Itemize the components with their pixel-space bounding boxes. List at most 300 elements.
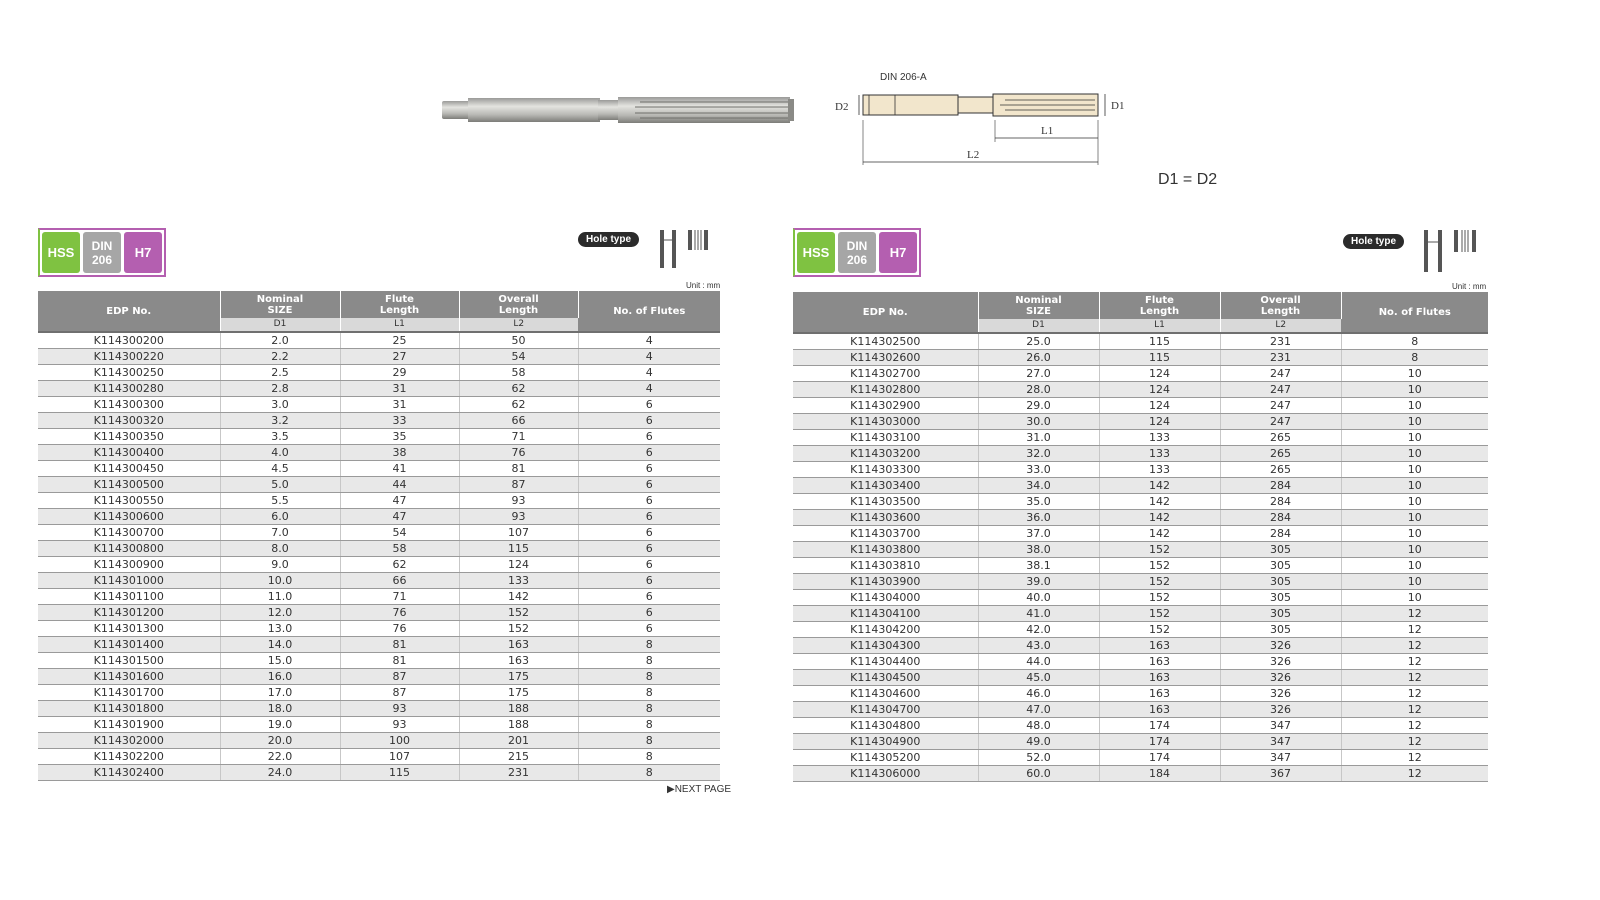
flute-length-cell: 100 [340, 733, 459, 749]
flutes-count-cell: 10 [1341, 414, 1488, 430]
edp-cell: K114304900 [793, 734, 978, 750]
flutes-count-cell: 8 [1341, 350, 1488, 366]
header-overall-2: Length [1260, 305, 1301, 317]
table-row [38, 349, 720, 365]
nominal-size-cell: 7.0 [220, 525, 340, 541]
flutes-count-cell: 6 [578, 493, 720, 509]
overall-length-cell: 93 [459, 493, 578, 509]
nominal-size-cell: 30.0 [978, 414, 1099, 430]
table-row [38, 541, 720, 557]
flutes-count-cell: 12 [1341, 606, 1488, 622]
flutes-count-cell: 10 [1341, 494, 1488, 510]
table-row [793, 622, 1488, 638]
overall-length-cell: 305 [1220, 590, 1341, 606]
nominal-size-cell: 44.0 [978, 654, 1099, 670]
flutes-count-cell: 6 [578, 429, 720, 445]
nominal-size-cell: 3.0 [220, 397, 340, 413]
nominal-size-cell: 52.0 [978, 750, 1099, 766]
d1-equals-d2-formula: D1 = D2 [1158, 171, 1218, 188]
overall-length-cell: 231 [1220, 333, 1341, 350]
edp-cell: K114301300 [38, 621, 220, 637]
nominal-size-cell: 12.0 [220, 605, 340, 621]
edp-cell: K114304800 [793, 718, 978, 734]
overall-length-cell: 326 [1220, 686, 1341, 702]
flutes-count-cell: 4 [578, 381, 720, 397]
flutes-count-cell: 12 [1341, 750, 1488, 766]
flute-length-cell: 163 [1099, 638, 1220, 654]
flute-length-cell: 66 [340, 573, 459, 589]
flutes-count-cell: 6 [578, 397, 720, 413]
flute-length-cell: 81 [340, 653, 459, 669]
din-badge [838, 232, 876, 273]
overall-length-cell: 115 [459, 541, 578, 557]
overall-length-cell: 76 [459, 445, 578, 461]
nominal-size-cell: 41.0 [978, 606, 1099, 622]
overall-length-cell: 265 [1220, 462, 1341, 478]
flutes-count-cell: 6 [578, 621, 720, 637]
edp-cell: K114301200 [38, 605, 220, 621]
nominal-size-cell: 11.0 [220, 589, 340, 605]
edp-cell: K114303500 [793, 494, 978, 510]
flutes-count-cell: 6 [578, 605, 720, 621]
flutes-count-cell: 10 [1341, 542, 1488, 558]
nominal-size-cell: 29.0 [978, 398, 1099, 414]
table-row [793, 430, 1488, 446]
overall-length-cell: 326 [1220, 702, 1341, 718]
header-flutes: No. of Flutes [1341, 292, 1488, 333]
table-row [793, 542, 1488, 558]
table-row [793, 333, 1488, 350]
flutes-count-cell: 12 [1341, 654, 1488, 670]
flute-length-cell: 62 [340, 557, 459, 573]
flute-length-cell: 184 [1099, 766, 1220, 782]
header-nominal-1: Nominal [256, 293, 304, 305]
nominal-size-cell: 19.0 [220, 717, 340, 733]
flutes-count-cell: 4 [578, 349, 720, 365]
edp-cell: K114300350 [38, 429, 220, 445]
flutes-count-cell: 12 [1341, 638, 1488, 654]
overall-length-cell: 201 [459, 733, 578, 749]
overall-length-cell: 124 [459, 557, 578, 573]
table-row [38, 557, 720, 573]
nominal-size-cell: 40.0 [978, 590, 1099, 606]
nominal-size-cell: 15.0 [220, 653, 340, 669]
edp-cell: K114303200 [793, 446, 978, 462]
hss-badge: HSS [797, 232, 835, 273]
header-nominal-1: Nominal [1015, 294, 1062, 306]
nominal-size-cell: 2.2 [220, 349, 340, 365]
flute-length-cell: 163 [1099, 702, 1220, 718]
flutes-count-cell: 12 [1341, 686, 1488, 702]
edp-cell: K114301700 [38, 685, 220, 701]
next-page-label: NEXT PAGE [674, 784, 732, 795]
table-row [793, 702, 1488, 718]
nominal-size-cell: 20.0 [220, 733, 340, 749]
flutes-count-cell: 12 [1341, 718, 1488, 734]
flutes-count-cell: 10 [1341, 510, 1488, 526]
table-row [793, 558, 1488, 574]
flute-length-cell: 33 [340, 413, 459, 429]
edp-cell: K114303900 [793, 574, 978, 590]
table-row [38, 509, 720, 525]
flute-length-cell: 163 [1099, 686, 1220, 702]
table-row [793, 446, 1488, 462]
overall-length-cell: 71 [459, 429, 578, 445]
flutes-count-cell: 8 [578, 701, 720, 717]
flutes-count-cell: 6 [578, 413, 720, 429]
flutes-count-cell: 8 [578, 749, 720, 765]
dimension-drawing [835, 70, 1155, 185]
header-l2: L2 [1220, 319, 1341, 333]
table-row [793, 494, 1488, 510]
edp-cell: K114301000 [38, 573, 220, 589]
hole-type-icons [658, 228, 710, 270]
table-row [38, 685, 720, 701]
nominal-size-cell: 17.0 [220, 685, 340, 701]
flutes-count-cell: 4 [578, 365, 720, 381]
nominal-size-cell: 38.1 [978, 558, 1099, 574]
edp-cell: K114300700 [38, 525, 220, 541]
flutes-count-cell: 8 [578, 717, 720, 733]
flute-length-cell: 142 [1099, 510, 1220, 526]
table-row [38, 589, 720, 605]
edp-cell: K114301500 [38, 653, 220, 669]
reamer-photo [440, 90, 800, 130]
flute-length-cell: 27 [340, 349, 459, 365]
table-row [793, 574, 1488, 590]
nominal-size-cell: 48.0 [978, 718, 1099, 734]
flute-length-cell: 31 [340, 397, 459, 413]
flutes-count-cell: 6 [578, 573, 720, 589]
spec-badges-right [793, 228, 921, 277]
edp-cell: K114302800 [793, 382, 978, 398]
header-nominal-2: SIZE [267, 304, 293, 316]
nominal-size-cell: 27.0 [978, 366, 1099, 382]
nominal-size-cell: 43.0 [978, 638, 1099, 654]
header-flute [1099, 292, 1220, 319]
overall-length-cell: 152 [459, 621, 578, 637]
overall-length-cell: 367 [1220, 766, 1341, 782]
edp-cell: K114300280 [38, 381, 220, 397]
l2-label: L2 [967, 149, 980, 161]
edp-cell: K114301600 [38, 669, 220, 685]
nominal-size-cell: 3.5 [220, 429, 340, 445]
table-row [38, 669, 720, 685]
nominal-size-cell: 37.0 [978, 526, 1099, 542]
edp-cell: K114301900 [38, 717, 220, 733]
table-row [38, 749, 720, 765]
flutes-count-cell: 10 [1341, 366, 1488, 382]
overall-length-cell: 142 [459, 589, 578, 605]
flutes-count-cell: 6 [578, 541, 720, 557]
hole-type-icons [1422, 228, 1478, 274]
flute-length-cell: 152 [1099, 574, 1220, 590]
edp-cell: K114303800 [793, 542, 978, 558]
table-row [793, 414, 1488, 430]
table-row [793, 590, 1488, 606]
edp-cell: K114303100 [793, 430, 978, 446]
flute-length-cell: 38 [340, 445, 459, 461]
flutes-count-cell: 12 [1341, 670, 1488, 686]
nominal-size-cell: 42.0 [978, 622, 1099, 638]
flutes-count-cell: 6 [578, 461, 720, 477]
table-row [38, 573, 720, 589]
din-badge-top: DIN [846, 238, 868, 253]
flutes-count-cell: 6 [578, 445, 720, 461]
flutes-count-cell: 8 [578, 653, 720, 669]
overall-length-cell: 58 [459, 365, 578, 381]
nominal-size-cell: 2.8 [220, 381, 340, 397]
flutes-count-cell: 8 [578, 669, 720, 685]
table-row [793, 766, 1488, 782]
header-d1: D1 [978, 319, 1099, 333]
overall-length-cell: 87 [459, 477, 578, 493]
table-row [793, 654, 1488, 670]
din-badge-top: DIN [91, 238, 113, 253]
next-page-link[interactable] [667, 784, 731, 795]
edp-cell: K114304400 [793, 654, 978, 670]
overall-length-cell: 93 [459, 509, 578, 525]
flute-length-cell: 29 [340, 365, 459, 381]
play-arrow-icon: ▶ [667, 784, 675, 795]
flute-length-cell: 71 [340, 589, 459, 605]
flutes-count-cell: 6 [578, 477, 720, 493]
table-row [38, 525, 720, 541]
nominal-size-cell: 3.2 [220, 413, 340, 429]
edp-cell: K114301400 [38, 637, 220, 653]
flutes-count-cell: 8 [578, 685, 720, 701]
edp-cell: K114300320 [38, 413, 220, 429]
overall-length-cell: 305 [1220, 622, 1341, 638]
flutes-count-cell: 8 [578, 733, 720, 749]
hole-type-label: Hole type [578, 232, 639, 247]
table-row [793, 398, 1488, 414]
nominal-size-cell: 32.0 [978, 446, 1099, 462]
table-row [38, 701, 720, 717]
flute-length-cell: 124 [1099, 414, 1220, 430]
flute-length-cell: 124 [1099, 366, 1220, 382]
flutes-count-cell: 6 [578, 509, 720, 525]
flutes-count-cell: 6 [578, 525, 720, 541]
flute-length-cell: 142 [1099, 478, 1220, 494]
h7-badge: H7 [124, 232, 162, 273]
table-row [38, 397, 720, 413]
overall-length-cell: 247 [1220, 414, 1341, 430]
nominal-size-cell: 4.5 [220, 461, 340, 477]
flute-length-cell: 93 [340, 701, 459, 717]
flutes-count-cell: 10 [1341, 430, 1488, 446]
nominal-size-cell: 49.0 [978, 734, 1099, 750]
header-overall [459, 291, 578, 318]
edp-cell: K114303400 [793, 478, 978, 494]
edp-cell: K114302600 [793, 350, 978, 366]
table-row [793, 638, 1488, 654]
flutes-count-cell: 10 [1341, 558, 1488, 574]
header-edp: EDP No. [793, 292, 978, 333]
nominal-size-cell: 36.0 [978, 510, 1099, 526]
flutes-count-cell: 4 [578, 332, 720, 349]
table-row [793, 526, 1488, 542]
nominal-size-cell: 38.0 [978, 542, 1099, 558]
nominal-size-cell: 6.0 [220, 509, 340, 525]
hole-type-label: Hole type [1343, 234, 1404, 249]
flute-length-cell: 133 [1099, 430, 1220, 446]
overall-length-cell: 265 [1220, 446, 1341, 462]
flutes-count-cell: 10 [1341, 382, 1488, 398]
overall-length-cell: 347 [1220, 750, 1341, 766]
flute-length-cell: 25 [340, 332, 459, 349]
header-edp: EDP No. [38, 291, 220, 332]
overall-length-cell: 247 [1220, 382, 1341, 398]
table-row [38, 653, 720, 669]
flute-length-cell: 76 [340, 605, 459, 621]
flute-length-cell: 115 [1099, 350, 1220, 366]
nominal-size-cell: 45.0 [978, 670, 1099, 686]
edp-cell: K114300400 [38, 445, 220, 461]
flute-length-cell: 107 [340, 749, 459, 765]
flute-length-cell: 133 [1099, 446, 1220, 462]
nominal-size-cell: 22.0 [220, 749, 340, 765]
table-row [793, 350, 1488, 366]
nominal-size-cell: 39.0 [978, 574, 1099, 590]
flute-length-cell: 174 [1099, 734, 1220, 750]
flute-length-cell: 47 [340, 509, 459, 525]
table-row [793, 750, 1488, 766]
overall-length-cell: 215 [459, 749, 578, 765]
edp-cell: K114306000 [793, 766, 978, 782]
spec-badges-left [38, 228, 166, 277]
flutes-count-cell: 6 [578, 557, 720, 573]
flute-length-cell: 41 [340, 461, 459, 477]
flute-length-cell: 124 [1099, 382, 1220, 398]
overall-length-cell: 133 [459, 573, 578, 589]
table-row [38, 413, 720, 429]
flute-length-cell: 152 [1099, 622, 1220, 638]
overall-length-cell: 265 [1220, 430, 1341, 446]
table-row [793, 478, 1488, 494]
overall-length-cell: 284 [1220, 526, 1341, 542]
edp-cell: K114300450 [38, 461, 220, 477]
table-row [38, 493, 720, 509]
table-row [38, 332, 720, 349]
table-row [38, 445, 720, 461]
nominal-size-cell: 24.0 [220, 765, 340, 781]
table-row [38, 765, 720, 781]
flute-length-cell: 58 [340, 541, 459, 557]
overall-length-cell: 284 [1220, 494, 1341, 510]
flute-length-cell: 76 [340, 621, 459, 637]
flute-length-cell: 163 [1099, 654, 1220, 670]
flutes-count-cell: 10 [1341, 590, 1488, 606]
flutes-count-cell: 10 [1341, 398, 1488, 414]
overall-length-cell: 175 [459, 685, 578, 701]
spec-table-right [793, 292, 1488, 782]
table-row [38, 381, 720, 397]
nominal-size-cell: 4.0 [220, 445, 340, 461]
table-row [793, 718, 1488, 734]
header-flute [340, 291, 459, 318]
header-flute-1: Flute [385, 293, 414, 305]
header-overall [1220, 292, 1341, 319]
header-overall-1: Overall [498, 293, 539, 305]
nominal-size-cell: 10.0 [220, 573, 340, 589]
flutes-count-cell: 10 [1341, 478, 1488, 494]
edp-cell: K114300800 [38, 541, 220, 557]
overall-length-cell: 66 [459, 413, 578, 429]
edp-cell: K114304100 [793, 606, 978, 622]
edp-cell: K114301800 [38, 701, 220, 717]
nominal-size-cell: 13.0 [220, 621, 340, 637]
edp-cell: K114300250 [38, 365, 220, 381]
nominal-size-cell: 2.5 [220, 365, 340, 381]
table-row [38, 621, 720, 637]
table-row [793, 382, 1488, 398]
h7-badge: H7 [879, 232, 917, 273]
edp-cell: K114302200 [38, 749, 220, 765]
flute-length-cell: 47 [340, 493, 459, 509]
unit-label: Unit : mm [686, 281, 721, 290]
unit-label: Unit : mm [1452, 282, 1487, 291]
edp-cell: K114300900 [38, 557, 220, 573]
edp-cell: K114303810 [793, 558, 978, 574]
flute-length-cell: 35 [340, 429, 459, 445]
table-row [38, 733, 720, 749]
nominal-size-cell: 35.0 [978, 494, 1099, 510]
header-nominal [220, 291, 340, 318]
table-row [38, 477, 720, 493]
flute-length-cell: 152 [1099, 590, 1220, 606]
overall-length-cell: 163 [459, 637, 578, 653]
edp-cell: K114302700 [793, 366, 978, 382]
header-flute-2: Length [1139, 305, 1180, 317]
header-flute-2: Length [379, 304, 420, 316]
table-row [38, 637, 720, 653]
table-row [793, 462, 1488, 478]
flute-length-cell: 152 [1099, 606, 1220, 622]
d2-label: D2 [835, 101, 849, 113]
overall-length-cell: 62 [459, 397, 578, 413]
nominal-size-cell: 47.0 [978, 702, 1099, 718]
flutes-count-cell: 12 [1341, 622, 1488, 638]
overall-length-cell: 326 [1220, 638, 1341, 654]
overall-length-cell: 284 [1220, 478, 1341, 494]
nominal-size-cell: 14.0 [220, 637, 340, 653]
edp-cell: K114303700 [793, 526, 978, 542]
flute-length-cell: 142 [1099, 494, 1220, 510]
table-row [793, 606, 1488, 622]
table-row [38, 605, 720, 621]
table-row [38, 461, 720, 477]
flute-length-cell: 133 [1099, 462, 1220, 478]
nominal-size-cell: 5.5 [220, 493, 340, 509]
nominal-size-cell: 34.0 [978, 478, 1099, 494]
flute-length-cell: 152 [1099, 542, 1220, 558]
din-badge-bottom: 206 [846, 252, 868, 267]
header-l1: L1 [340, 318, 459, 332]
header-flute-1: Flute [1145, 294, 1174, 306]
overall-length-cell: 231 [1220, 350, 1341, 366]
flute-length-cell: 152 [1099, 558, 1220, 574]
overall-length-cell: 188 [459, 701, 578, 717]
flute-length-cell: 54 [340, 525, 459, 541]
flutes-count-cell: 12 [1341, 702, 1488, 718]
edp-cell: K114303600 [793, 510, 978, 526]
edp-cell: K114300200 [38, 332, 220, 349]
nominal-size-cell: 2.0 [220, 332, 340, 349]
table-row [793, 670, 1488, 686]
flutes-count-cell: 10 [1341, 446, 1488, 462]
overall-length-cell: 175 [459, 669, 578, 685]
